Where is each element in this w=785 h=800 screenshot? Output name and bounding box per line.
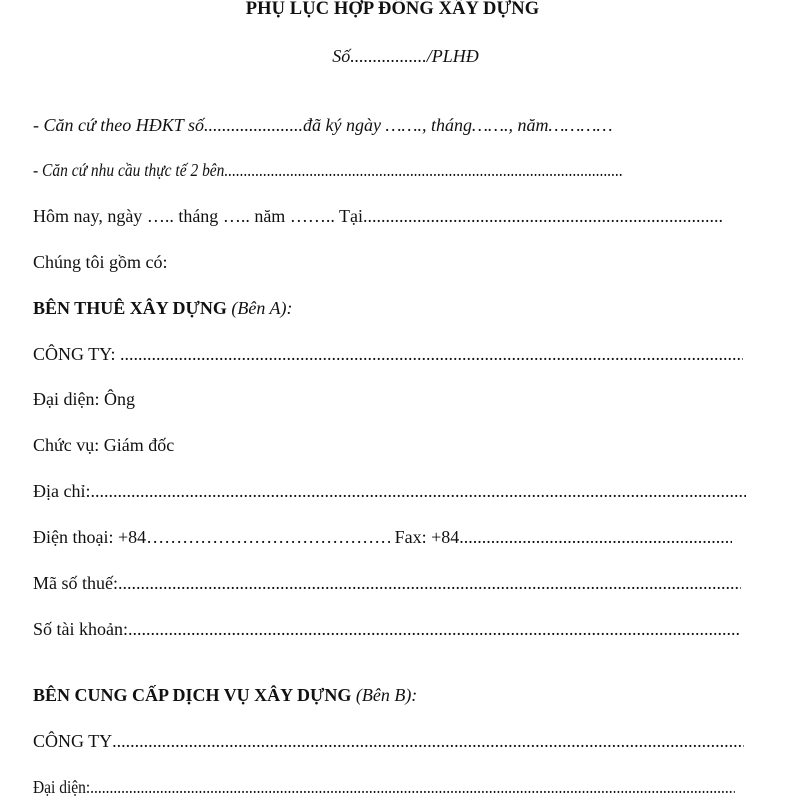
party-a-fax-blank[interactable] <box>459 526 732 548</box>
party-a-address-line <box>33 480 746 502</box>
party-a-contact-line <box>33 526 732 548</box>
party-b-representative-blank[interactable] <box>90 776 735 798</box>
signed-day-label: đã ký ngày <box>303 115 386 135</box>
signed-year-label: , năm <box>508 115 549 135</box>
party-a-heading-label: BÊN THUÊ XÂY DỰNG <box>33 298 227 318</box>
party-a-address-label: Địa chỉ: <box>33 481 91 501</box>
document-number-suffix: /PLHĐ <box>426 46 479 66</box>
party-a-tax-blank[interactable] <box>118 572 741 594</box>
party-b-company-label: CÔNG TY <box>33 731 113 751</box>
party-a-phone-blank[interactable] <box>146 526 390 548</box>
signed-year-blank[interactable]: ………… <box>548 115 613 135</box>
today-place-label: Tại <box>334 206 363 226</box>
today-year-label: năm <box>249 206 290 226</box>
document-number <box>0 45 785 67</box>
today-place-blank[interactable] <box>363 205 723 227</box>
contract-number-blank[interactable]: ...................... <box>204 115 303 135</box>
party-a-address-blank[interactable] <box>90 480 746 502</box>
signed-month-blank[interactable]: ……. <box>472 115 509 135</box>
party-a-account-blank[interactable] <box>128 618 741 640</box>
party-b-company-line <box>33 730 744 752</box>
party-b-heading-label: BÊN CUNG CẤP DỊCH VỤ XÂY DỰNG <box>33 685 352 705</box>
today-month-blank[interactable]: ….. <box>222 206 250 226</box>
party-a-account-label: Số tài khoản: <box>33 619 128 639</box>
today-year-blank[interactable]: …….. <box>289 206 335 226</box>
party-b-heading-suffix: (Bên B): <box>355 685 418 705</box>
basis-needs-blank[interactable]: ....................................................................................................... <box>224 160 624 180</box>
basis-contract-line <box>33 114 613 136</box>
party-b-representative-text <box>33 776 735 798</box>
signed-month-label: , tháng <box>421 115 472 135</box>
party-a-heading-suffix: (Bên A): <box>231 298 293 318</box>
basis-needs-label: - Căn cứ nhu cầu thực tế 2 bên <box>33 160 225 180</box>
today-day-blank[interactable]: ….. <box>146 206 174 226</box>
basis-needs-text <box>33 159 623 181</box>
party-a-representative: Đại diện: Ông <box>33 389 135 409</box>
party-a-position: Chức vụ: Giám đốc <box>33 435 175 455</box>
party-b-representative-line <box>33 776 785 798</box>
party-a-phone-label: Điện thoại: +84 <box>33 527 147 547</box>
party-b-company-blank[interactable] <box>112 730 744 752</box>
party-a-tax-label: Mã số thuế: <box>33 573 118 593</box>
party-a-company-blank[interactable] <box>120 343 743 365</box>
document-number-prefix: Số <box>332 46 351 66</box>
today-line <box>33 205 723 227</box>
party-a-tax-line <box>33 572 741 594</box>
basis-needs-line <box>33 159 719 181</box>
today-day-label: Hôm nay, ngày <box>33 206 147 226</box>
basis-contract-label: - Căn cứ theo HĐKT số <box>33 115 204 135</box>
party-a-account-line <box>33 618 741 640</box>
signed-day-blank[interactable]: ……. <box>385 115 422 135</box>
document-number-blank[interactable]: ................. <box>350 46 427 66</box>
party-a-fax-label: Fax: +84 <box>390 527 460 547</box>
party-a-heading <box>33 297 293 319</box>
party-a-company-line <box>33 343 743 365</box>
document-title: PHỤ LỤC HỢP ĐỒNG XÂY DỰNG <box>245 0 540 19</box>
party-b-heading <box>33 684 417 706</box>
today-month-label: tháng <box>173 206 223 226</box>
party-b-representative-label: Đại diện: <box>33 777 91 797</box>
party-a-company-label: CÔNG TY: <box>33 344 121 364</box>
parties-intro: Chúng tôi gồm có: <box>33 252 168 272</box>
